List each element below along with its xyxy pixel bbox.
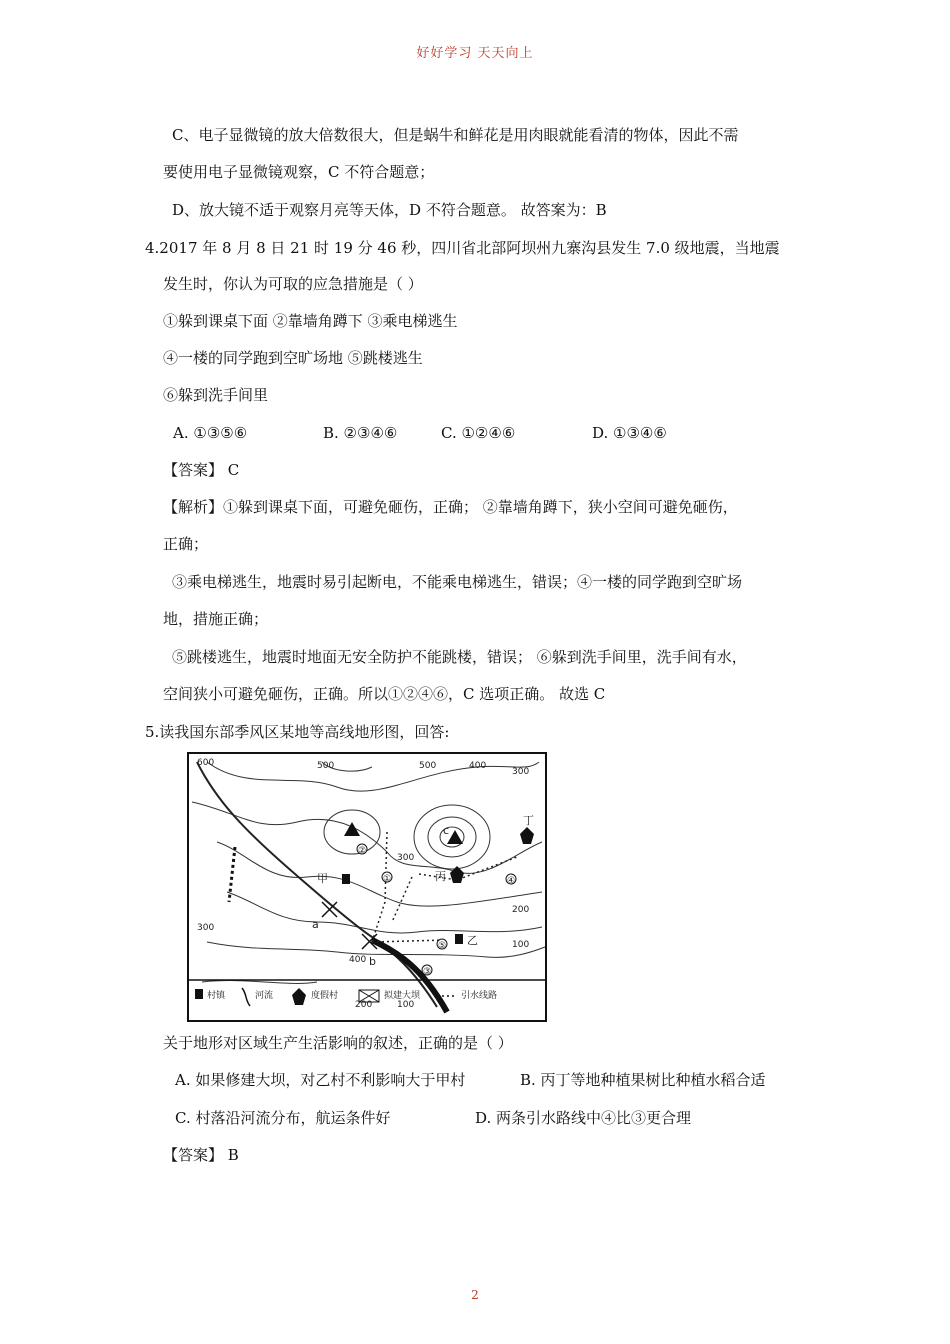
q4-analysis-line1: 【解析】①躲到课桌下面，可避免砸伤，正确； ②靠墙角蹲下，狭小空间可避免砸伤， bbox=[163, 498, 738, 516]
q3-option-d: D、放大镜不适于观察月亮等天体，D 不符合题意。 故答案为：B bbox=[172, 201, 607, 219]
contour-label-500-a: 500 bbox=[317, 761, 335, 771]
q5-options-row2 bbox=[0, 1108, 950, 1128]
contour-label-500-b: 500 bbox=[419, 761, 437, 771]
route-marker-5: ⑤ bbox=[438, 941, 447, 951]
contour-label-300-left: 300 bbox=[197, 923, 215, 933]
q5-options-row1 bbox=[0, 1070, 950, 1090]
contour-label-400-b: 400 bbox=[349, 955, 367, 965]
contour-label-600: 600 bbox=[197, 758, 215, 768]
route-marker-1: ① bbox=[383, 874, 392, 884]
contour-label-100-bottom: 100 bbox=[397, 1000, 415, 1010]
point-a-label: a bbox=[312, 918, 319, 931]
legend-resort-label: 度假村 bbox=[311, 991, 339, 1001]
q4-option-a: A. ①③⑤⑥ bbox=[173, 424, 248, 442]
q5-stem: 5.读我国东部季风区某地等高线地形图，回答: bbox=[145, 723, 450, 741]
village-yi-icon bbox=[455, 934, 463, 944]
q4-items-line3: ⑥躲到洗手间里 bbox=[163, 386, 269, 404]
page-header: 好好学习 天天向上 bbox=[416, 46, 534, 61]
contour-map-figure bbox=[187, 752, 547, 1022]
q5-answer: 【答案】 B bbox=[163, 1146, 239, 1164]
q3-option-c-line2: 要使用电子显微镜观察，C 不符合题意； bbox=[163, 163, 435, 181]
q5-option-a: A. 如果修建大坝，对乙村不利影响大于甲村 bbox=[175, 1071, 466, 1089]
contour-label-400: 400 bbox=[469, 761, 487, 771]
village-jia-icon bbox=[342, 874, 350, 884]
q4-analysis-line4: 地，措施正确； bbox=[163, 610, 269, 628]
point-b-label: b bbox=[369, 955, 376, 968]
q4-items-line2: ④一楼的同学跑到空旷场地 ⑤跳楼逃生 bbox=[163, 349, 423, 367]
legend-dam-label: 拟建大坝 bbox=[384, 991, 421, 1001]
q4-analysis-line2: 正确； bbox=[163, 535, 209, 553]
legend-village-icon bbox=[195, 989, 203, 999]
q5-option-d: D. 两条引水路线中④比③更合理 bbox=[475, 1109, 692, 1127]
contour-label-200-right: 200 bbox=[512, 905, 530, 915]
point-c-label: c bbox=[443, 824, 450, 837]
village-jia-label: 甲 bbox=[317, 872, 328, 885]
legend-route-label: 引水线路 bbox=[461, 991, 498, 1001]
q4-stem-line2: 发生时，你认为可取的应急措施是（ ） bbox=[163, 275, 423, 293]
q5-option-b: B. 丙丁等地种植果树比种植水稻合适 bbox=[520, 1071, 766, 1089]
q4-option-d: D. ①③④⑥ bbox=[592, 424, 667, 442]
q4-options bbox=[0, 423, 950, 443]
q4-analysis-line3: ③乘电梯逃生，地震时易引起断电，不能乘电梯逃生，错误；④一楼的同学跑到空旷场 bbox=[172, 573, 743, 591]
q4-analysis-line6: 空间狭小可避免砸伤，正确。所以①②④⑥，C 选项正确。 故选 C bbox=[163, 685, 606, 703]
village-yi-label: 乙 bbox=[467, 934, 478, 947]
legend-village-label: 村镇 bbox=[207, 991, 226, 1001]
route-marker-4: ④ bbox=[507, 876, 516, 886]
q5-question: 关于地形对区域生产生活影响的叙述，正确的是（ ） bbox=[163, 1034, 513, 1052]
resort-bing-label: 丙 bbox=[435, 870, 446, 883]
q4-option-b: B. ②③④⑥ bbox=[323, 424, 398, 442]
contour-label-200-bottom: 200 bbox=[355, 1000, 373, 1010]
q4-answer: 【答案】 C bbox=[163, 461, 240, 479]
q4-stem-line1: 4.2017 年 8 月 8 日 21 时 19 分 46 秒，四川省北部阿坝州九寨沟县发生 7.0 级地震，当地震 bbox=[145, 239, 780, 257]
contour-label-300-top: 300 bbox=[512, 767, 530, 777]
q4-items-line1: ①躲到课桌下面 ②靠墙角蹲下 ③乘电梯逃生 bbox=[163, 312, 458, 330]
q5-option-c: C. 村落沿河流分布，航运条件好 bbox=[175, 1109, 391, 1127]
resort-ding-label: 丁 bbox=[523, 814, 534, 827]
contour-map-svg bbox=[187, 752, 547, 1022]
q4-analysis-line5: ⑤跳楼逃生，地震时地面无安全防护不能跳楼，错误； ⑥躲到洗手间里，洗手间有水， bbox=[172, 648, 747, 666]
contour-label-300-mid: 300 bbox=[397, 853, 415, 863]
contour-label-100-right: 100 bbox=[512, 940, 530, 950]
page-number: 2 bbox=[471, 1288, 479, 1302]
legend-river-label: 河流 bbox=[255, 991, 274, 1001]
q3-option-c-line1: C、电子显微镜的放大倍数很大，但是蜗牛和鲜花是用肉眼就能看清的物体，因此不需 bbox=[172, 126, 739, 144]
route-marker-2: ② bbox=[358, 846, 367, 856]
q4-option-c: C. ①②④⑥ bbox=[441, 424, 516, 442]
route-marker-3: ③ bbox=[423, 967, 432, 977]
